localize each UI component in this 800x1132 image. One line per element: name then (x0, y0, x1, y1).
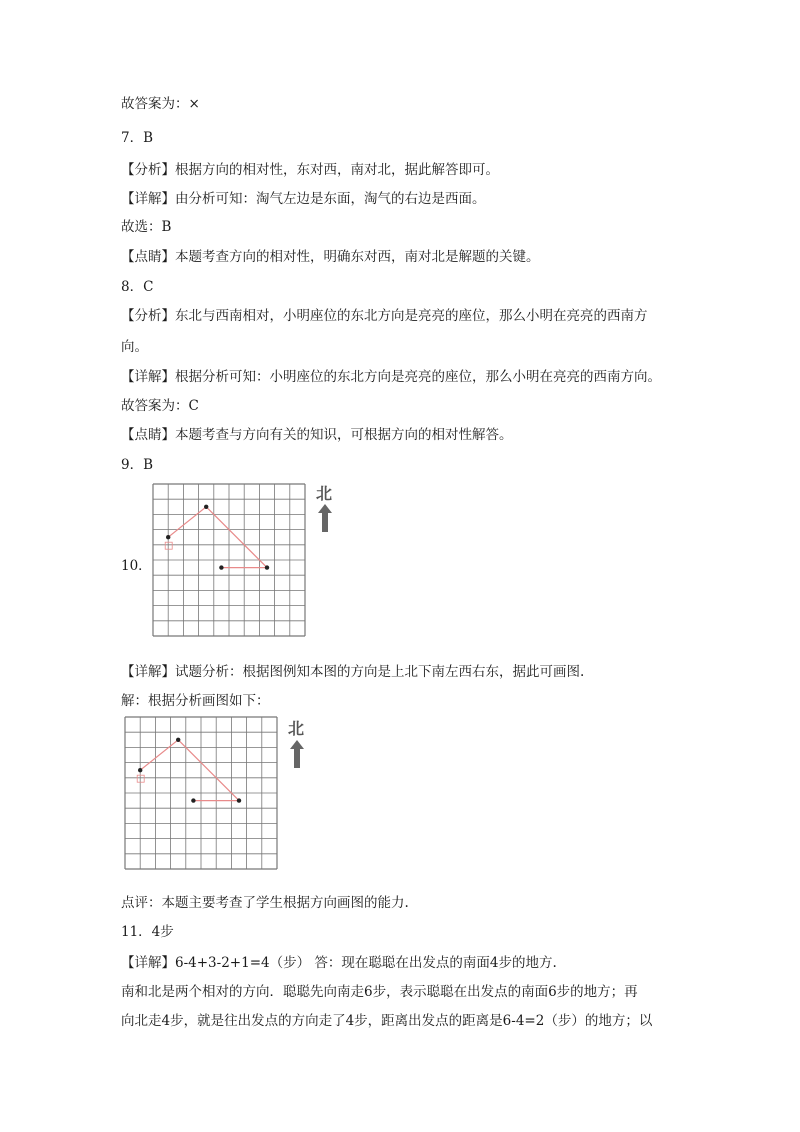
text-line: 【详解】根据分析可知：小明座位的东北方向是亮亮的座位，那么小明在亮亮的西南方向。 (121, 369, 661, 385)
location-point (191, 798, 195, 802)
question-11-answer: 11．4步 (121, 924, 174, 940)
north-label: 北 (316, 484, 333, 503)
path-segment (206, 507, 267, 568)
text-line: 向。 (121, 339, 148, 355)
question-8-answer: 8．C (121, 279, 154, 295)
grid-figure (152, 483, 307, 638)
text-line: 【点睛】本题考查方向的相对性，明确东对西，南对北是解题的关键。 (121, 249, 540, 265)
text-line: 故答案为：C (121, 398, 199, 414)
start-marker-icon (165, 542, 172, 549)
direction-figure-1 (152, 483, 307, 642)
location-point (166, 535, 170, 539)
text-line: 【详解】由分析可知：淘气左边是东面，淘气的右边是西面。 (121, 191, 486, 207)
location-point (204, 505, 208, 509)
north-arrow-icon (290, 740, 304, 768)
question-9-answer: 9．B (121, 457, 154, 473)
question-7-answer: 7．B (121, 130, 154, 146)
location-point (219, 565, 223, 569)
direction-figure-2 (124, 716, 279, 875)
text-line: 【分析】根据方向的相对性，东对西，南对北，据此解答即可。 (121, 162, 499, 178)
text-line: 点评：本题主要考查了学生根据方向画图的能力. (121, 895, 409, 911)
text-line: 故选：B (121, 219, 172, 235)
text-line: 【详解】6-4+3-2+1=4（步） 答：现在聪聪在出发点的南面4步的地方. (121, 955, 557, 971)
path-segment (168, 507, 206, 537)
text-line: 【点睛】本题考查与方向有关的知识，可根据方向的相对性解答。 (121, 427, 513, 443)
text-line: 【分析】东北与西南相对，小明座位的东北方向是亮亮的座位，那么小明在亮亮的西南方 (121, 308, 648, 324)
text-line: 故答案为：× (121, 96, 200, 112)
location-point (265, 565, 269, 569)
location-point (176, 738, 180, 742)
text-line: 解：根据分析画图如下： (121, 693, 270, 709)
path-segment (140, 740, 178, 770)
question-10-label: 10． (121, 558, 152, 574)
text-line: 【详解】试题分析：根据图例知本图的方向是上北下南左西右东，据此可画图. (121, 664, 585, 680)
grid-figure (124, 716, 279, 871)
text-line: 南和北是两个相对的方向．聪聪先向南走6步，表示聪聪在出发点的南面6步的地方；再 (121, 984, 638, 1000)
north-label: 北 (288, 719, 305, 738)
north-arrow-icon (318, 504, 332, 532)
location-point (237, 798, 241, 802)
location-point (138, 768, 142, 772)
start-marker-icon (137, 775, 144, 782)
text-line: 向北走4步，就是往出发点的方向走了4步，距离出发点的距离是6-4=2（步）的地方；以 (121, 1013, 653, 1029)
path-segment (178, 740, 239, 801)
